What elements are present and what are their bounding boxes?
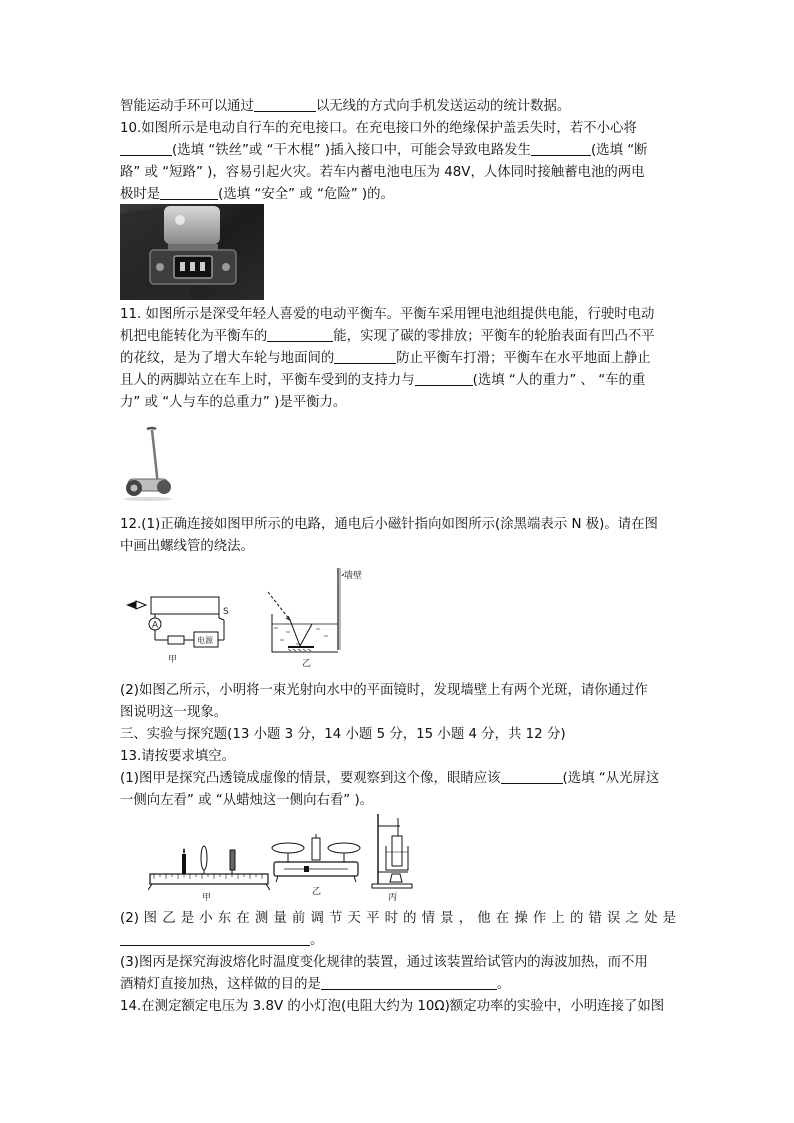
light-water-mirror-diagram [258,566,362,670]
q11-text: 能，实现了碳的零排放；平衡车的轮胎表面有凹凸不平 [333,329,655,344]
q11-text: 防止平衡车打滑；平衡车在水平地面上静止 [396,351,651,366]
q11-text: 的花纹，是为了增大车轮与地面间的 [120,351,335,366]
q11-text: 机把电能转化为平衡车的 [120,329,268,344]
section-3-heading: 三、实验与探究题(13 小题 3 分，14 小题 5 分，15 小题 4 分，共 12 分) [120,727,566,742]
q13-part3-line-2 [120,974,676,996]
q11-line-5: 力” 或 “人与车的总重力” )是平衡力。 [120,395,347,410]
figure-caption-jia-13: 甲 [202,893,212,903]
rider-weight [304,866,309,872]
answer-blank[interactable] [321,974,497,990]
q12-part2-line-1: (2)如图乙所示，小明将一束光射向水中的平面镜时，发现墙壁上有两个光斑，请你通过作 [120,683,648,698]
q10-line-1: 10.如图所示是电动自行车的充电接口。在充电接口外的绝缘保护盖丢失时，若不小心将 [120,121,637,136]
q13-text: (1)图甲是探究凸透镜成虚像的情景，要观察到这个像，眼睛应该 [120,771,501,786]
q10-line-3: 路” 或 “短路” )，容易引起火灾。若车内蓄电池电压为 48V，人体同时接触蓄电池的两电 [120,165,645,180]
q10-line-2 [120,140,676,162]
q10-text: (选填 “断 [590,143,648,158]
q13-part2-line-1: (2) 图 乙 是 小 东 在 测 量 前 调 节 天 平 时 的 情 景 ， 他 在 操 作 上 的 错 误 之 处 是 [120,911,676,926]
convex-lens [201,846,207,870]
q13-text: 酒精灯直接加热，这样做的目的是 [120,977,321,992]
figure-caption-bing-13: 丙 [388,893,398,903]
figure-caption-jia: 甲 [168,655,178,665]
q13-part3-line-1: (3)图丙是探究海波熔化时温度变化规律的装置，通过该装置给试管内的海波加热，而不用 [120,955,648,970]
q11-line-2 [120,326,676,348]
candle [182,854,186,874]
answer-blank[interactable] [334,348,396,364]
q10-text: 极时是 [120,187,161,202]
solenoid-body [151,597,219,614]
charging-port-photo [120,204,264,300]
alcohol-lamp [390,874,402,882]
q11-text: (选填 “人的重力” 、 “车的重 [472,373,646,388]
q13-text: (选填 “从光屏这 [562,771,660,786]
q11-line-4 [120,370,676,392]
q11-line-1: 11. 如图所示是深受年轻人喜爱的电动平衡车。平衡车采用锂电池组提供电能，行驶时电动 [120,307,655,322]
q11-text: 且人的两脚站立在车上时，平衡车受到的支持力与 [120,373,415,388]
q13-part1-line-2: 一侧向左看” 或 “从蜡烛这一侧向右看” )。 [120,793,374,808]
compass-needle-icon [126,601,136,609]
water-bath-heating-diagram [370,812,414,904]
figure-caption-yi: 乙 [302,659,312,669]
power-source-label: 电源 [197,636,213,645]
q11-line-3 [120,348,676,370]
q13-text: 。 [310,933,324,948]
answer-blank[interactable] [160,184,218,200]
answer-blank[interactable] [267,326,333,342]
q13-part2-line-2 [120,930,676,952]
switch-label: S [223,607,229,617]
balance-scooter-image [120,425,178,503]
q13-part1-line-1 [120,768,676,790]
q10-line-4 [120,184,676,206]
q9-text-b: 以无线的方式向手机发送运动的统计数据。 [315,99,571,114]
q12-line-1: 12.(1)正确连接如图甲所示的电路，通电后小磁针指向如图所示(涂黑端表示 N 极)。请在图 [120,517,658,532]
ammeter-label: A [152,620,159,631]
incident-ray [268,592,290,620]
resistor [168,636,184,644]
q10-text: (选填 “安全” 或 “危险” )的。 [218,187,394,202]
q9-text-a: 智能运动手环可以通过 [120,99,254,114]
q13-text: 。 [496,977,511,992]
answer-blank[interactable] [120,140,172,156]
q14-line-1: 14.在测定额定电压为 3.8V 的小灯泡(电阻大约为 10Ω)额定功率的实验中，小明连接了如图 [120,999,665,1014]
answer-blank[interactable] [501,768,563,784]
answer-blank[interactable] [531,140,591,156]
balance-scale-diagram [268,832,364,904]
answer-blank[interactable] [254,96,316,112]
wall-label: 墙壁 [344,571,362,581]
q12-line-2: 中画出螺线管的绕法。 [120,539,254,554]
q9-tail-line [120,96,676,118]
right-pan [328,843,360,853]
q13-line-0: 13.请按要求填空。 [120,749,236,764]
left-pan [272,843,304,853]
q10-text: (选填 “铁丝”或 “干木棍” )插入接口中，可能会导致电路发生 [172,143,531,158]
optical-bench-diagram [148,812,272,904]
light-screen [230,850,235,870]
solenoid-circuit-diagram [124,590,232,666]
figure-caption-yi-13: 乙 [312,887,322,897]
switch [219,618,224,620]
answer-blank[interactable] [120,930,310,946]
answer-blank[interactable] [415,370,473,386]
q12-part2-line-2: 图说明这一现象。 [120,705,228,720]
test-tube [392,836,402,866]
